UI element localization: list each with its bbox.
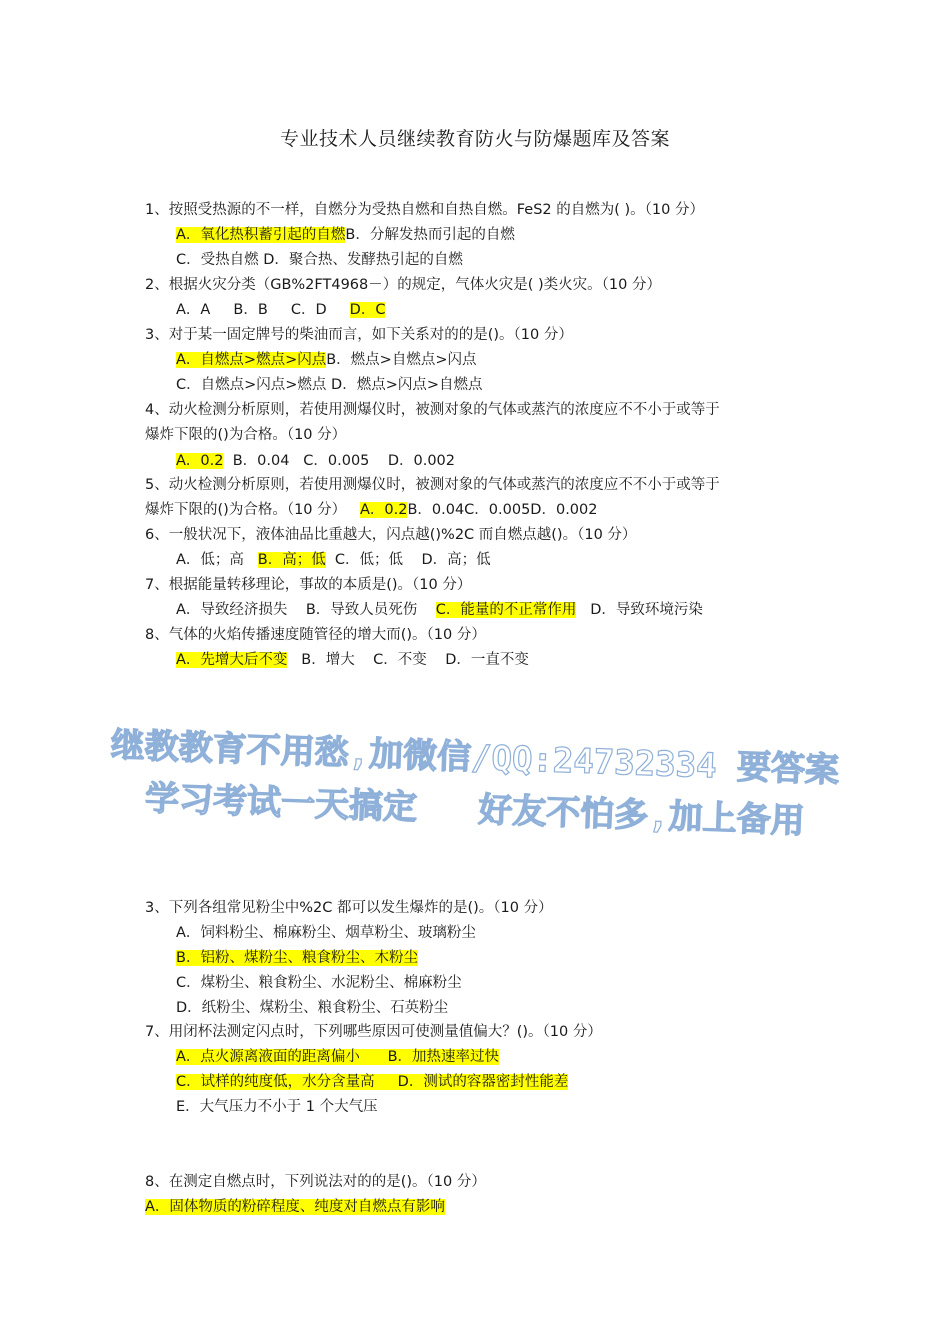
answer-highlight: A．先增大后不变 [176,652,288,668]
question-8: 8、气体的火焰传播速度随管径的增大而()。（10 分） [145,627,486,643]
document-title: 专业技术人员继续教育防火与防爆题库及答案 [279,128,670,150]
option-text: A．低；高 [176,552,258,568]
answer-highlight: A．0.2 [176,453,224,469]
question-6: 6、一般状况下，液体油品比重越大，闪点越()%2C 而自燃点越()。（10 分） [145,527,637,543]
question-1-options-cd: C．受热自燃 D．聚合热、发酵热引起的自燃 [176,252,463,268]
question-4-options [176,451,455,471]
question-7: 7、根据能量转移理论，事故的本质是()。（10 分） [145,577,472,593]
answer-highlight: B．高；低 [257,552,326,568]
question-4-cont: 爆炸下限的()为合格。（10 分） [145,427,347,443]
question-3-options-ab [176,350,476,370]
question-4: 4、动火检测分析原则，若使用测爆仪时，被测对象的气体或蒸汽的浓度应不不小于或等于 [145,402,720,418]
option-text: B．增大 C．不变 D．一直不变 [287,652,529,668]
answer-highlight: B．铝粉、煤粉尘、粮食粉尘、木粉尘 [176,950,418,966]
answer-highlight: C．试样的纯度低，水分含量高 D．测试的容器密封性能差 [176,1074,569,1090]
question-2: 2、根据火灾分类（GB%2FT4968－）的规定，气体火灾是( )类火灾。（10 分） [145,277,661,293]
question-8-options [176,650,529,670]
option-text: B．0.04 C．0.005 D．0.002 [223,453,456,469]
option-text: B．分解发热而引起的自燃 [345,227,515,243]
question-text: 爆炸下限的()为合格。（10 分） [145,502,360,518]
option-text: B．0.04C．0.005D．0.002 [407,502,598,518]
question-b7: 7、用闭杯法测定闪点时，下列哪些原因可使测量值偏大？()。（10 分） [145,1024,602,1040]
question-3: 3、对于某一固定牌号的柴油而言，如下关系对的的是()。（10 分） [145,327,573,343]
question-7-options [176,600,703,620]
question-5: 5、动火检测分析原则，若使用测爆仪时，被测对象的气体或蒸汽的浓度应不不小于或等于 [145,477,720,493]
question-2-options [176,300,385,320]
option-text: A．A B．B C．D [176,302,350,318]
question-b3-option-d: D．纸粉尘、煤粉尘、粮食粉尘、石英粉尘 [176,1000,449,1016]
answer-highlight: C．能量的不正常作用 [435,602,577,618]
answer-highlight: A．点火源离液面的距离偏小 B．加热速率过快 [176,1049,500,1065]
question-3-options-cd: C．自燃点>闪点>燃点 D．燃点>闪点>自燃点 [176,377,483,393]
question-b8-option-a [145,1197,445,1217]
watermark-line-1: 继教教育不用愁,加微信/QQ:24732334 要答案 [110,725,840,791]
question-b3-option-a: A．饲料粉尘、棉麻粉尘、烟草粉尘、玻璃粉尘 [176,925,476,941]
question-1: 1、按照受热源的不一样，自燃分为受热自燃和自热自燃。FeS2 的自燃为( )。（10 分） [145,202,704,218]
option-text: D．导致环境污染 [576,602,703,618]
option-text: B．燃点>自燃点>闪点 [326,352,477,368]
option-text: A．导致经济损失 B．导致人员死伤 [176,602,436,618]
question-b7-options-ab [176,1047,499,1067]
watermark-line-2: 学习考试一天搞定 好友不怕多,加上备用 [144,778,806,842]
answer-highlight: D．C [349,302,386,318]
question-b7-options-cd [176,1072,568,1092]
question-b7-option-e: E．大气压力不小于 1 个大气压 [176,1099,378,1115]
answer-highlight: A．氧化热积蓄引起的自燃 [176,227,346,243]
question-1-options-ab [176,225,515,245]
question-5-cont [145,500,597,520]
answer-highlight: A．0.2 [359,502,408,518]
option-text: C．低；低 D．高；低 [325,552,491,568]
question-b8: 8、在测定自燃点时，下列说法对的的是()。（10 分） [145,1174,486,1190]
question-b3-option-b [176,948,418,968]
question-b3: 3、下列各组常见粉尘中%2C 都可以发生爆炸的是()。（10 分） [145,900,553,916]
question-6-options [176,550,491,570]
answer-highlight: A．自燃点>燃点>闪点 [176,352,327,368]
answer-highlight: A．固体物质的粉碎程度、纯度对自燃点有影响 [145,1199,445,1215]
question-b3-option-c: C．煤粉尘、粮食粉尘、水泥粉尘、棉麻粉尘 [176,975,462,991]
